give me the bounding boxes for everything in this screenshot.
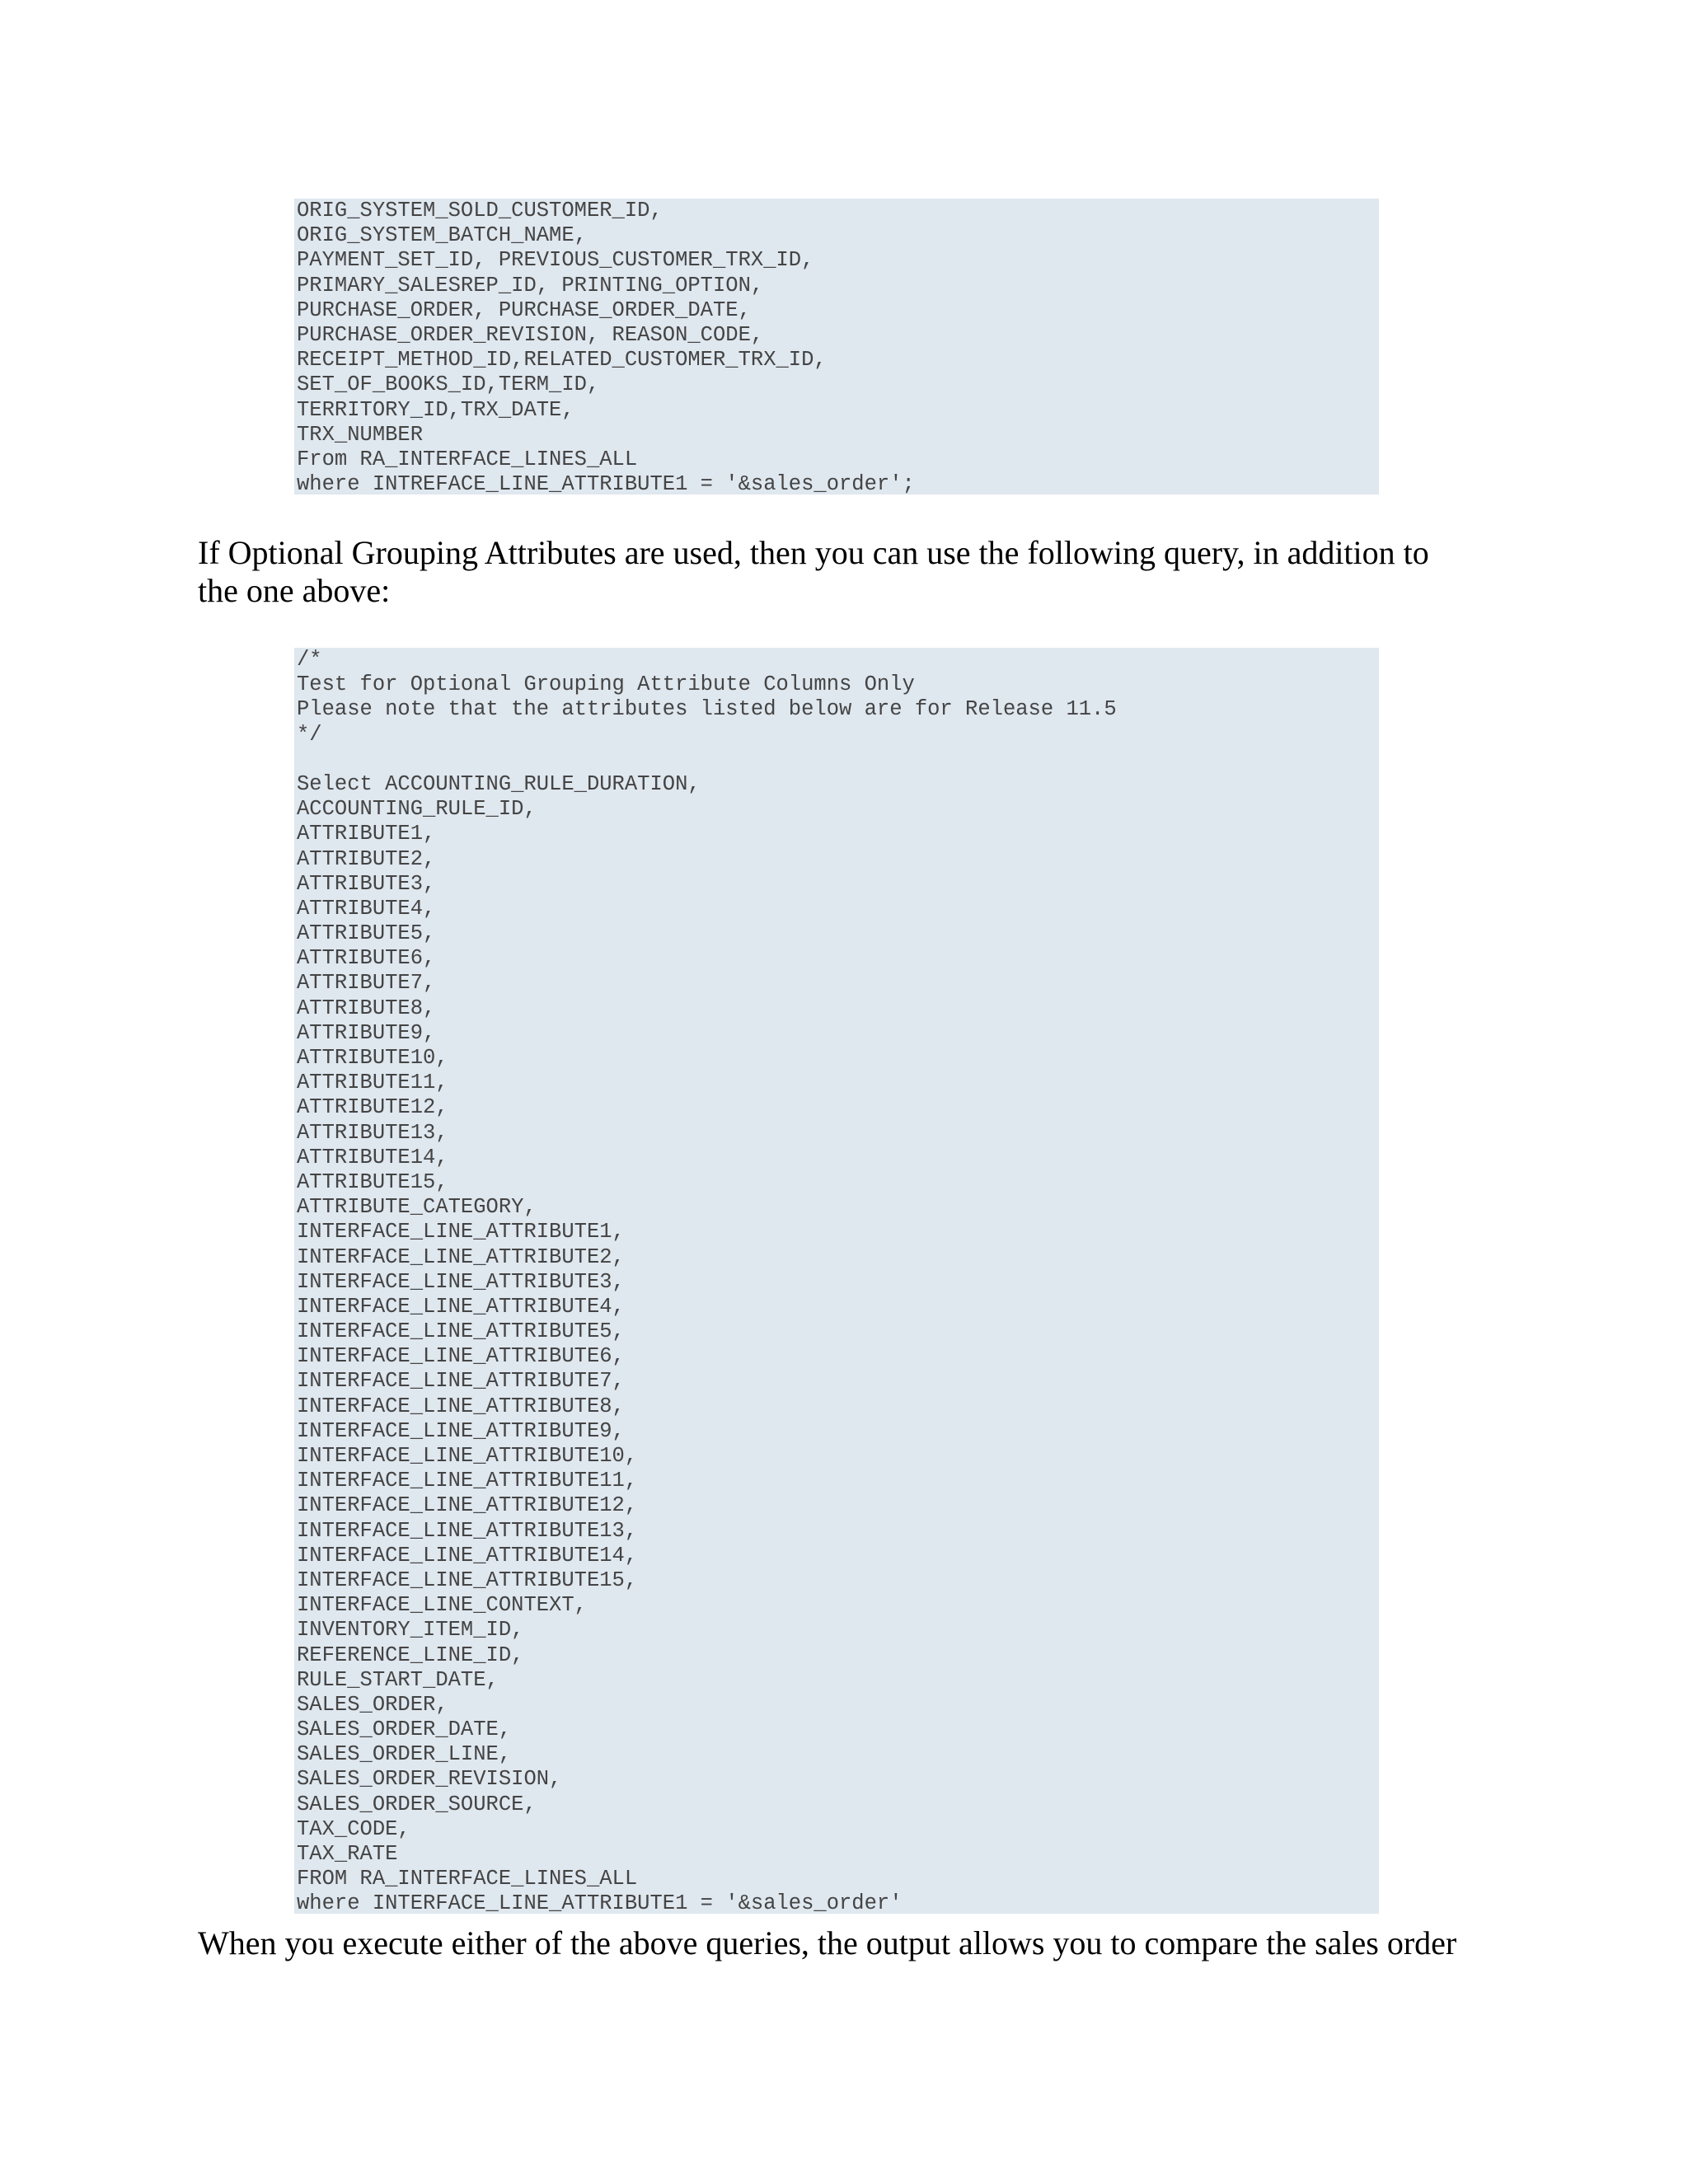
code-line: ATTRIBUTE15, [297,1169,448,1194]
code-line: ATTRIBUTE_CATEGORY, [297,1195,537,1220]
code-line: PURCHASE_ORDER, PURCHASE_ORDER_DATE, [297,298,751,322]
code-line: INTERFACE_LINE_ATTRIBUTE5, [297,1319,625,1344]
code-block-1 [294,199,1379,497]
code-line: TERRITORY_ID,TRX_DATE, [297,397,574,422]
code-line: FROM RA_INTERFACE_LINES_ALL [297,1867,638,1891]
code-line: ATTRIBUTE7, [297,971,436,996]
code-line: TAX_CODE, [297,1816,410,1841]
code-line: ATTRIBUTE2, [297,846,436,871]
code-block-2 [294,648,1379,1914]
code-line: PRIMARY_SALESREP_ID, PRINTING_OPTION, [297,273,764,298]
code-line: INTERFACE_LINE_ATTRIBUTE9, [297,1418,625,1443]
code-line [294,748,1379,772]
code-line: INTERFACE_LINE_ATTRIBUTE14, [297,1543,638,1568]
code-line: SALES_ORDER_SOURCE, [297,1792,537,1816]
code-line: /* [297,648,322,672]
code-line: INTERFACE_LINE_ATTRIBUTE7, [297,1369,625,1394]
code-line: RECEIPT_METHOD_ID,RELATED_CUSTOMER_TRX_ID, [297,348,827,373]
code-line: ATTRIBUTE6, [297,946,436,971]
code-line: INTERFACE_LINE_ATTRIBUTE10, [297,1444,638,1468]
code-line: INTERFACE_LINE_ATTRIBUTE2, [297,1244,625,1269]
code-line: SET_OF_BOOKS_ID,TERM_ID, [297,373,600,397]
code-line: INVENTORY_ITEM_ID, [297,1618,524,1643]
code-line: SALES_ORDER_LINE, [297,1742,512,1767]
code-line: INTERFACE_LINE_ATTRIBUTE8, [297,1394,625,1418]
code-line: ATTRIBUTE10, [297,1046,448,1070]
code-line: INTERFACE_LINE_ATTRIBUTE15, [297,1568,638,1592]
code-line: Test for Optional Grouping Attribute Columns Only [297,673,915,697]
code-line: ORIG_SYSTEM_SOLD_CUSTOMER_ID, [297,199,663,223]
code-line: INTERFACE_LINE_ATTRIBUTE1, [297,1220,625,1244]
intro-paragraph: If Optional Grouping Attributes are used, then you can use the following query, in addition to the one above: [198,534,1429,609]
code-line: ATTRIBUTE9, [297,1020,436,1045]
code-line: */ [297,722,322,747]
code-line: INTERFACE_LINE_ATTRIBUTE3, [297,1269,625,1294]
code-line: PURCHASE_ORDER_REVISION, REASON_CODE, [297,322,764,347]
code-line: INTERFACE_LINE_ATTRIBUTE6, [297,1344,625,1369]
code-line: TRX_NUMBER [297,422,424,447]
code-line: Select ACCOUNTING_RULE_DURATION, [297,771,701,796]
code-line: From RA_INTERFACE_LINES_ALL [297,447,638,471]
code-line: INTERFACE_LINE_ATTRIBUTE13, [297,1518,638,1543]
code-line: ATTRIBUTE8, [297,996,436,1020]
code-line: SALES_ORDER, [297,1692,448,1717]
code-line: TAX_RATE [297,1842,398,1866]
code-line: INTERFACE_LINE_ATTRIBUTE4, [297,1294,625,1319]
code-line: ATTRIBUTE5, [297,921,436,946]
code-line: ATTRIBUTE11, [297,1071,448,1095]
code-line: ATTRIBUTE3, [297,871,436,896]
code-line: SALES_ORDER_REVISION, [297,1767,562,1792]
code-line: REFERENCE_LINE_ID, [297,1643,524,1667]
code-line: Please note that the attributes listed below are for Release 11.5 [297,697,1117,722]
code-line: INTERFACE_LINE_CONTEXT, [297,1593,587,1618]
code-line: ATTRIBUTE4, [297,896,436,921]
code-line: RULE_START_DATE, [297,1667,499,1692]
code-line: ATTRIBUTE1, [297,822,436,846]
code-line: where INTERFACE_LINE_ATTRIBUTE1 = '&sales_order' [297,1891,903,1916]
code-line: ATTRIBUTE14, [297,1145,448,1169]
code-line: where INTREFACE_LINE_ATTRIBUTE1 = '&sales_order'; [297,472,915,497]
code-line: SALES_ORDER_DATE, [297,1718,512,1742]
code-line: ORIG_SYSTEM_BATCH_NAME, [297,223,587,248]
code-line: INTERFACE_LINE_ATTRIBUTE11, [297,1469,638,1493]
code-line: ATTRIBUTE12, [297,1095,448,1120]
code-line: ATTRIBUTE13, [297,1120,448,1145]
code-line: PAYMENT_SET_ID, PREVIOUS_CUSTOMER_TRX_ID, [297,248,814,273]
code-line: ACCOUNTING_RULE_ID, [297,797,537,822]
closing-paragraph: When you execute either of the above queries, the output allows you to compare the sales order [198,1924,1457,1961]
code-line: INTERFACE_LINE_ATTRIBUTE12, [297,1493,638,1518]
